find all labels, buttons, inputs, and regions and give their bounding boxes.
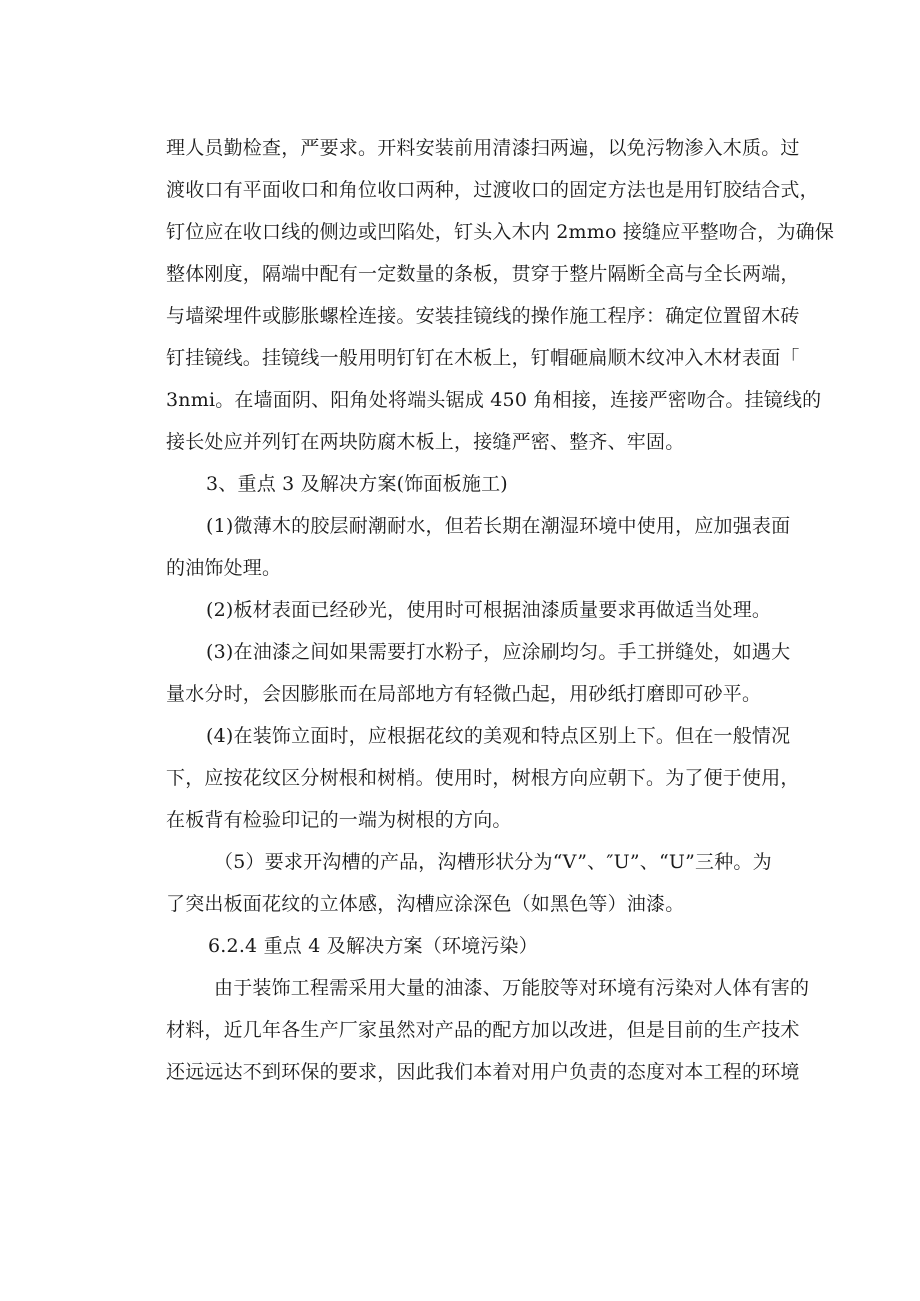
text-line: 理人员勤检查，严要求。开料安装前用清漆扫两遍，以免污物渗入木质。过 [166,137,800,159]
text-line: 钉位应在收口线的侧边或凹陷处，钉头入木内 2mmo 接缝应平整吻合，为确保 [166,221,835,243]
section-heading: 3、重点 3 及解决方案(饰面板施工) [206,473,508,495]
text-line: (1)微薄木的胶层耐潮耐水，但若长期在潮湿环境中使用，应加强表面 [206,515,791,537]
text-line: 由于装饰工程需采用大量的油漆、万能胶等对环境有污染对人体有害的 [214,977,810,999]
text-line: 材料，近几年各生产厂家虽然对产品的配方加以改进，但是目前的生产技术 [166,1019,800,1041]
text-line: 接长处应并列钉在两块防腐木板上，接缝严密、整齐、牢固。 [166,431,685,453]
text-line: (4)在装饰立面时，应根据花纹的美观和特点区别上下。但在一般情况 [206,725,791,747]
section-heading: 6.2.4 重点 4 及解决方案（环境污染） [208,935,538,957]
text-line: 还远远达不到环保的要求，因此我们本着对用户负责的态度对本工程的环境 [166,1061,800,1083]
text-line: 渡收口有平面收口和角位收口两种，过渡收口的固定方法也是用钉胶结合式， [166,179,819,201]
text-line: (2)板材表面已经砂光，使用时可根据油漆质量要求再做适当处理。 [206,599,772,621]
text-line: 在板背有检验印记的一端为树根的方向。 [166,809,512,831]
text-line: 的油饰处理。 [166,557,282,579]
document-body [166,127,856,1093]
text-line: 整体刚度，隔端中配有一定数量的条板，贯穿于整片隔断全高与全长两端， [166,263,800,285]
text-line: 钉挂镜线。挂镜线一般用明钉钉在木板上，钉帽砸扁顺木纹冲入木材表面「 [166,347,800,369]
text-line: 了突出板面花纹的立体感，沟槽应涂深色（如黑色等）油漆。 [166,893,685,915]
text-line: 下，应按花纹区分树根和树梢。使用时，树根方向应朝下。为了便于使用， [166,767,800,789]
text-line: 3nmi。在墙面阴、阳角处将端头锯成 450 角相接，连接严密吻合。挂镜线的 [166,389,822,411]
text-line: (3)在油漆之间如果需要打水粉子，应涂刷均匀。手工拼缝处，如遇大 [206,641,791,663]
text-line: 量水分时，会因膨胀而在局部地方有轻微凸起，用砂纸打磨即可砂平。 [166,683,762,705]
text-line: （5）要求开沟槽的产品，沟槽形状分为“V”、″U”、“U”三种。为 [214,851,772,873]
text-line: 与墙梁埋件或膨胀螺栓连接。安装挂镜线的操作施工程序：确定位置留木砖 [166,305,800,327]
